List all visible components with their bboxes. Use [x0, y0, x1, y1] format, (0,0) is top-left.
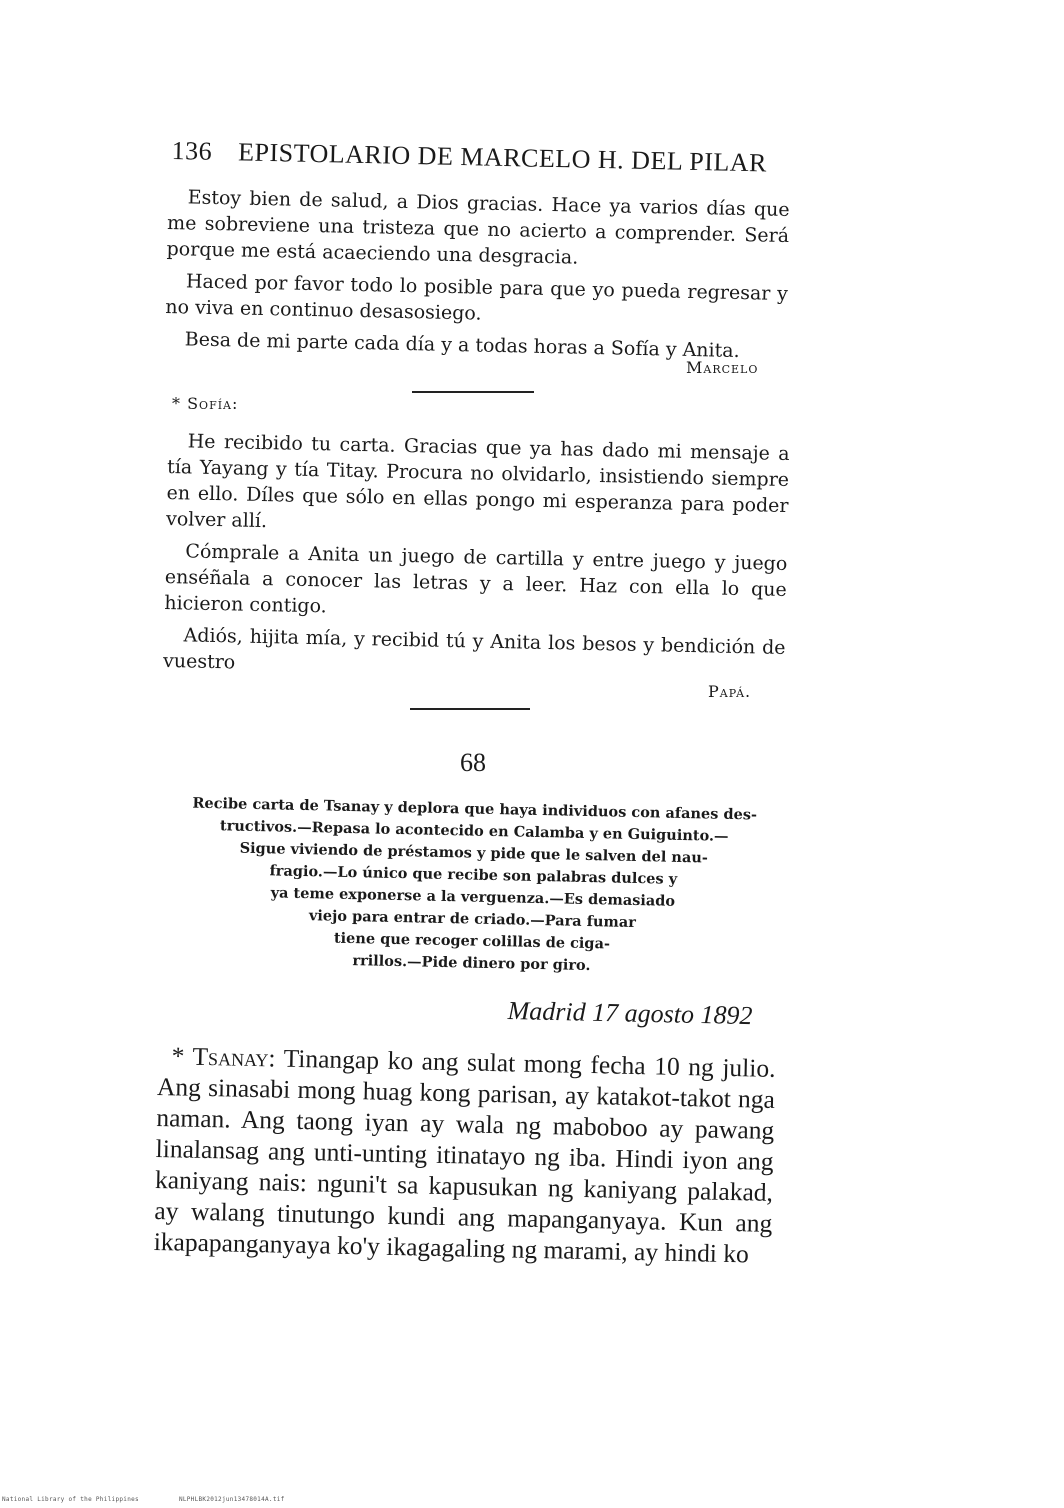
- file-id: NLPHLBK2012jun13478014A.tif: [178, 1496, 285, 1503]
- paragraph: Besa de mi parte cada día y a todas horas a Sofía y Anita.: [184, 328, 740, 363]
- paragraph: [153, 1040, 775, 1270]
- running-title: EPISTOLARIO DE MARCELO H. DEL PILAR: [237, 137, 768, 178]
- section-divider: [410, 708, 530, 710]
- signature-papa: Papá.: [708, 682, 752, 701]
- summary-line: viejo para entrar de criado.—Para fumar: [308, 907, 637, 931]
- letter-summary: [156, 792, 790, 981]
- library-name: National Library of the Philippines: [2, 1496, 139, 1503]
- running-header: [171, 136, 768, 178]
- summary-line: rrillos.—Pide dinero por giro.: [352, 952, 591, 975]
- page-number: 136: [171, 136, 213, 166]
- summary-line: Sigue viviendo de préstamos y pide que le salven del nau-: [239, 839, 709, 867]
- letter-68-body: [153, 1040, 775, 1270]
- summary-line: ya teme exponerse a la verguenza.—Es demasiado: [270, 884, 676, 910]
- paragraph: Estoy bien de salud, a Dios gracias. Hace ya varios días que me sobreviene una tristeza que no acierto a comprender. Será porque me está acaeciendo una desgracia.: [166, 186, 790, 269]
- summary-line: Recibe carta de Tsanay y deplora que haya individuos con afanes des-: [192, 794, 758, 824]
- paragraph: He recibido tu carta. Gracias que ya has dado mi mensaje a tía Yayang y tía Titay. Procura no olvidarlo, insistiendo siempre en ello. Díles que sólo en ellas pongo mi esperanza para poder volver allí.: [165, 430, 790, 533]
- scan-footer: [2, 1496, 1062, 1503]
- signature-marcelo: Marcelo: [686, 358, 759, 377]
- letter-to-sofia: [163, 428, 790, 693]
- paragraph: Haced por favor todo lo posible para que yo pueda regresar y no viva en continuo desasosiego.: [165, 270, 789, 325]
- letter-number: 68: [460, 748, 486, 777]
- summary-line: tiene que recoger colillas de ciga-: [333, 929, 611, 953]
- salutation-tsanay: * Tsanay:: [171, 1041, 276, 1073]
- dateline: Madrid 17 agosto 1892: [507, 996, 753, 1031]
- section-divider: [412, 391, 534, 393]
- paragraph: Cómprale a Anita un juego de cartilla y entre juego y juego enséñala a conocer las letras y a leer. Haz con ella lo que hicieron contigo.: [164, 540, 788, 618]
- letter-67-closing: [164, 184, 790, 371]
- summary-line: fragio.—Lo único que recibe son palabras dulces y: [269, 862, 678, 888]
- salutation-sofia: * Sofía:: [172, 394, 239, 413]
- summary-line: tructivos.—Repasa lo acontecido en Calamba y en Guiguinto.—: [219, 817, 729, 845]
- body-text: Tinangap ko ang sulat mong fecha 10 ng julio. Ang sinasabi mong huag kong parisan, ay katakot-takot nga naman. Ang taong iyan ay wala ng maboboo ay pawang linalansag ang unti-unting itinatayo ng iba. Hindi iyon ang kaniyang nais: nguni't sa kapusukan ng kaniyang palakad, ay walang tinutungo kundi ang mapanganyaya. Kun ang ikapapanganyaya ko'y ikagagaling ng marami, ay hindi ko: [153, 1043, 776, 1269]
- paragraph: Adiós, hijita mía, y recibid tú y Anita los besos y bendición de vuestro: [162, 624, 786, 674]
